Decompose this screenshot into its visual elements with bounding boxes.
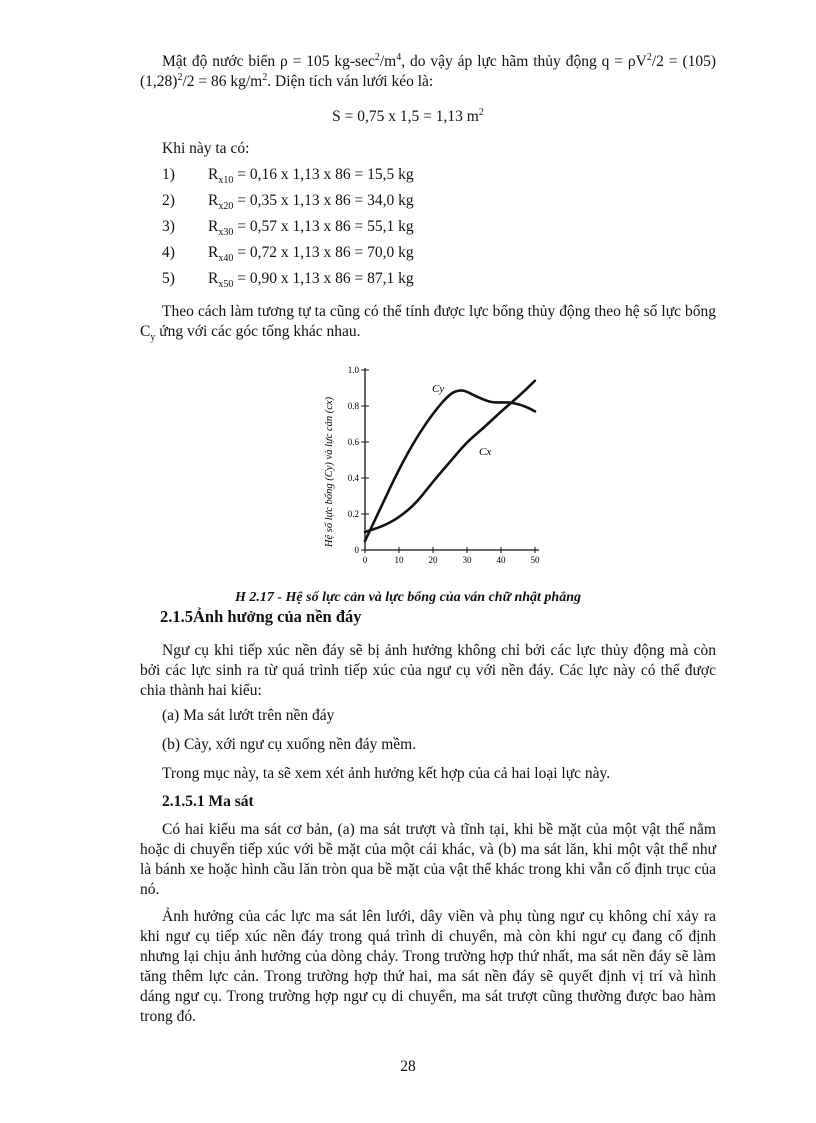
list-item: 4) $R_{x40} = 0,72$ x 1,13 x 86 = 70,0 kg <box>162 244 414 265</box>
series-label-cy: Cy <box>432 383 445 395</box>
friction-paragraph-1: Có hai kiểu ma sát cơ bản, (a) ma sát trượt và tĩnh tại, khi bề mặt của một vật thể nằm hoặc di chuyển tiếp xúc với bề mặt của một cái khác, và (b) ma sát lăn, khi một vật thể như là bánh xe hoặc hình cầu lăn tròn qua bề mặt của vật thể khác trong khi vẫn cố định trục của nó. <box>140 821 716 898</box>
y-tick-label: 0.6 <box>347 437 359 447</box>
area-formula: S = 0,75 x 1,5 = 1,13 $m^2$ <box>332 106 484 125</box>
list-item: 5) $R_{x50} = 0,90$ x 1,13 x 86 = 87,1 kg <box>162 270 414 291</box>
friction-paragraph-2: Ảnh hưởng của các lực ma sát lên lưới, dây viền và phụ tùng ngư cụ không chỉ xảy ra khi ngư cụ tiếp xúc nền đáy trong quá trình di chuyển, mà còn khi ngư cụ đang cố định nhưng lại chịu ảnh hưởng của dòng chảy. Trong trường hợp thứ nhất, ma sát nền đáy sẽ làm tăng thêm lực cản. Trong trường hợp thứ hai, ma sát nền đáy sẽ quyết định vị trí và hình dáng ngư cụ. Trong trường hợp ngư cụ di chuyển, ma sát trượt cũng thường được bao hàm trong đó. <box>140 908 716 1025</box>
bullet-a: (a) Ma sát lướt trên nền đáy <box>162 707 335 724</box>
series-line-cy <box>365 390 535 541</box>
theo-paragraph: Theo cách làm tương tự ta cũng có thể tính được lực bổng thủy động theo hệ số lực bổng $C_y$ ứng với các góc tống khác nhau. <box>140 303 716 344</box>
y-tick-label: 1.0 <box>347 365 359 375</box>
x-tick-label: 50 <box>530 555 540 565</box>
page-number: 28 <box>400 1058 416 1075</box>
list-item: 3) $R_{x30} = 0,57$ x 1,13 x 86 = 55,1 kg <box>162 218 414 239</box>
bullet-b: (b) Cày, xới ngư cụ xuống nền đáy mềm. <box>162 736 417 753</box>
x-tick-label: 30 <box>462 555 472 565</box>
section-heading: 2.1.5Ảnh hưởng của nền đáy <box>160 607 362 626</box>
cx-cy-chart <box>310 350 570 590</box>
list-item: 2) $R_{x20} = 0,35$ x 1,13 x 86 = 34,0 kg <box>162 192 414 213</box>
chart-ylabel: Hệ số lực bổng (Cy) và lực cản (cx) <box>324 396 335 548</box>
figure-caption: H 2.17 - Hệ số lực cản và lực bổng của ván chữ nhật phẳng <box>234 590 581 605</box>
x-tick-label: 10 <box>394 555 404 565</box>
khi-nay-line: Khi này ta có: <box>162 140 250 157</box>
y-tick-label: 0.2 <box>347 509 359 519</box>
x-tick-label: 40 <box>496 555 506 565</box>
y-tick-label: 0.8 <box>347 401 359 411</box>
list-item: 1) $R_{x10} = 0,16$ x 1,13 x 86 = 15,5 kg <box>162 166 414 187</box>
section-paragraph: Ngư cụ khi tiếp xúc nền đáy sẽ bị ảnh hưởng không chỉ bởi các lực thủy động mà còn bởi các lực sinh ra từ quá trình tiếp xúc của ngư cụ với nền đáy. Các lực này có thể được chia thành hai kiểu: <box>140 642 716 699</box>
x-tick-label: 0 <box>362 555 368 565</box>
section-paragraph-2: Trong mục này, ta sẽ xem xét ảnh hưởng kết hợp của cả hai loại lực này. <box>162 765 611 782</box>
intro-paragraph: Mật độ nước biển ρ = 105 $kg-\sec^2/m^4$, do vậy áp lực hãm thủy động $q = \rho V^2/2 = (105)(1,28)^2/2 = 86$ $kg/m^2$. Diện tích ván lưới kéo là: <box>140 51 717 90</box>
series-line-cx <box>365 381 535 532</box>
y-tick-label: 0.4 <box>347 473 359 483</box>
y-tick-label: 0 <box>354 545 359 555</box>
subsection-heading: 2.1.5.1 Ma sát <box>162 793 254 810</box>
series-label-cx: Cx <box>479 446 492 458</box>
x-tick-label: 20 <box>428 555 438 565</box>
